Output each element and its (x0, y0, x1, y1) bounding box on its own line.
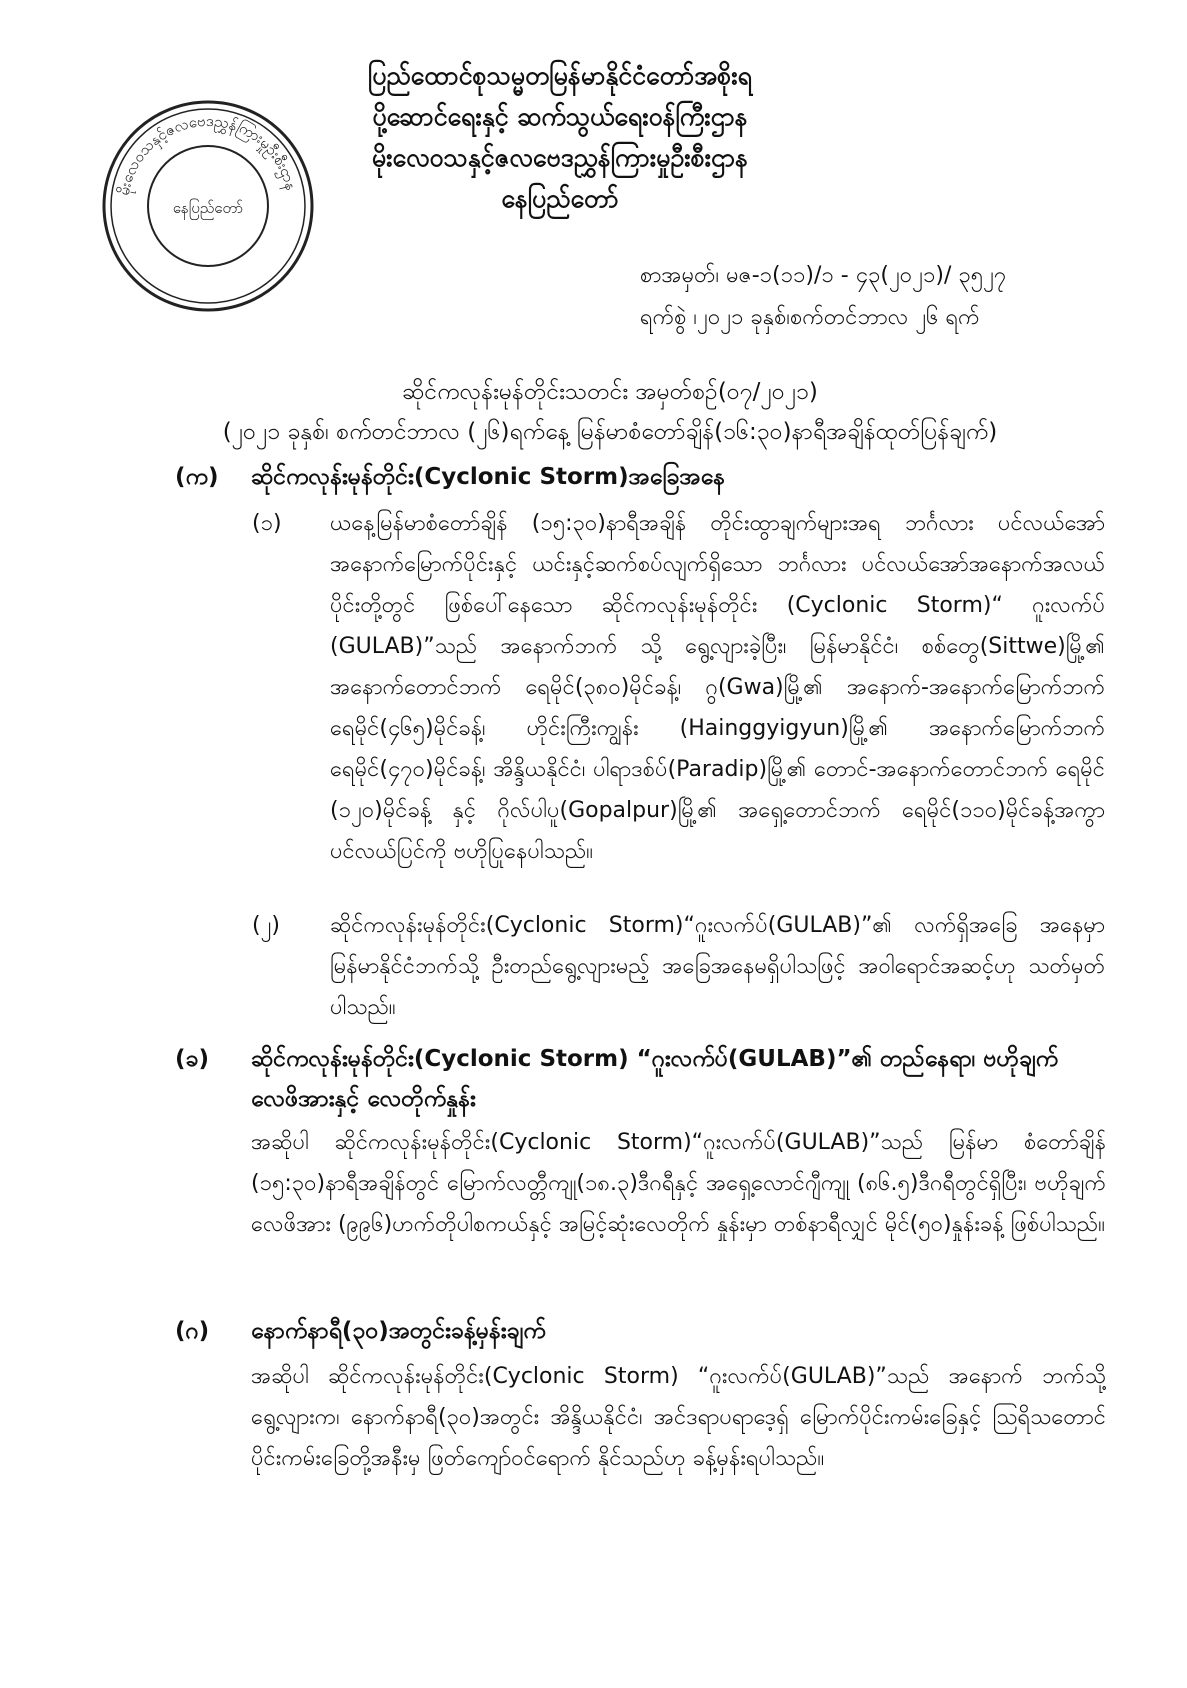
letter-reference (640, 255, 1160, 339)
item-a1-number: (၁) (252, 511, 282, 536)
bulletin-issue-time: (၂၀၂၁ ခုနှစ်၊ စက်တင်ဘာလ (၂၆)ရက်နေ့ မြန်မာစံတော်ချိန်(၁၆:၃၀)နာရီအချိန်ထုတ်ပြန်ချက်) (222, 419, 998, 445)
section-c-number: (ဂ) (175, 1318, 210, 1344)
bulletin-number: ဆိုင်ကလုန်းမုန်တိုင်းသတင်း အမှတ်စဉ်(၀၇/၂၀၂၁) (402, 379, 818, 405)
city-name: နေပြည်တော် (501, 184, 619, 213)
department-seal (98, 96, 318, 316)
item-a2-text: ဆိုင်ကလုန်းမုန်တိုင်း(Cyclonic Storm)“ဂူးလက်ပ်(GULAB)”၏ လက်ရှိအခြေ အနေမှာ မြန်မာနိုင်ငံဘက်သို့ ဦးတည်ရွေ့လျားမည့် အခြေအနေမရှိပါသဖြင့် အဝါရောင်အဆင့်ဟု သတ်မှတ်ပါသည်။ (330, 913, 1105, 1020)
department-name: မိုးလေဝသနှင့်ဇလဗေဒညွှန်ကြားမှုဦးစီးဌာန (371, 143, 749, 172)
seal-ring-text: မိုးလေဝသနှင့်ဇလဗေဒညွှန်ကြားမှုဦးစီးဌာန (114, 111, 301, 197)
letter-number: စာအမှတ်၊ မဇ-၁(၁၁)/၁ - ၄၃(၂၀၂၁)/ ၃၅၂၇ (640, 263, 1007, 288)
section-b-number: (ခ) (175, 1046, 209, 1072)
government-name: ပြည်ထောင်စုသမ္မတမြန်မာနိုင်ငံတော်အစိုးရ (368, 61, 752, 90)
section-b-text: အဆိုပါ ဆိုင်ကလုန်းမုန်တိုင်း(Cyclonic Storm)“ဂူးလက်ပ်(GULAB)”သည် မြန်မာ စံတော်ချိန် (၁၅:၃၀)နာရီအချိန်တွင် မြောက်လတ္တီကျု(၁၈.၃)ဒီဂရီနှင့် အရှေ့လောင်ဂျီကျု (၈၆.၅)ဒီဂရီတွင်ရှိပြီး၊ ဗဟိုချက်လေဖိအား (၉၉၆)ဟက်တိုပါစကယ်နှင့် အမြင့်ဆုံးလေတိုက် နှုန်းမှာ တစ်နာရီလျှင် မိုင်(၅၀)နှုန်းခန့် ဖြစ်ပါသည်။ (251, 1130, 1106, 1237)
section-a-number: (က) (175, 464, 219, 490)
section-b-title-line2: လေဖိအားနှင့် လေတိုက်နှုန်း (251, 1086, 476, 1112)
section-a-title: ဆိုင်ကလုန်းမုန်တိုင်း(Cyclonic Storm)အခြေအနေ (251, 464, 725, 490)
bulletin-title (110, 372, 1110, 452)
letter-date: ရက်စွဲ ၊၂၀၂၁ ခုနှစ်၊စက်တင်ဘာလ ၂၆ ရက် (640, 305, 980, 330)
item-a1-text: ယနေ့မြန်မာစံတော်ချိန် (၁၅:၃၀)နာရီအချိန် တိုင်းထွာချက်များအရ ဘင်္ဂလား ပင်လယ်အော်အနောက်မြောက်ပိုင်းနှင့် ယင်းနှင့်ဆက်စပ်လျက်ရှိသော ဘင်္ဂလား ပင်လယ်အော်အနောက်အလယ်ပိုင်းတို့တွင် ဖြစ်ပေါ်နေသော ဆိုင်ကလုန်းမုန်တိုင်း (Cyclonic Storm)“ ဂူးလက်ပ် (GULAB)”သည် အနောက်ဘက် သို့ ရွေ့လျားခဲ့ပြီး၊ မြန်မာနိုင်ငံ၊ စစ်တွေ(Sittwe)မြို့၏ အနောက်တောင်ဘက် ရေမိုင်(၃၈၀)မိုင်ခန့်၊ ဂွ(Gwa)မြို့၏ အနောက်-အနောက်မြောက်ဘက် ရေမိုင်(၄၆၅)မိုင်ခန့်၊ ဟိုင်းကြီးကျွန်း (Hainggyigyun)မြို့၏ အနောက်မြောက်ဘက် ရေမိုင်(၄၇၀)မိုင်ခန့်၊ အိန္ဒိယနိုင်ငံ၊ ပါရာဒစ်ပ်(Paradip)မြို့၏ တောင်-အနောက်တောင်ဘက် ရေမိုင် (၁၂၀)မိုင်ခန့် နှင့် ဂိုလ်ပါပူ(Gopalpur)မြို့၏ အရှေ့တောင်ဘက် ရေမိုင်(၁၁၀)မိုင်ခန့်အကွာ ပင်လယ်ပြင်ကို ဗဟိုပြုနေပါသည်။ (330, 511, 1105, 864)
section-b-title-line1: ဆိုင်ကလုန်းမုန်တိုင်း(Cyclonic Storm) “ဂူးလက်ပ်(GULAB)”၏ တည်နေရာ၊ ဗဟိုချက် (251, 1046, 1059, 1072)
ministry-name: ပို့ဆောင်ရေးနှင့် ဆက်သွယ်ရေးဝန်ကြီးဌာန (372, 102, 748, 131)
letterhead (300, 55, 820, 219)
item-a2-number: (၂) (252, 913, 280, 938)
section-c-text: အဆိုပါ ဆိုင်ကလုန်းမုန်တိုင်း(Cyclonic Storm) “ဂူးလက်ပ်(GULAB)”သည် အနောက် ဘက်သို့ ရွေ့လျားက၊ နောက်နာရီ(၃၀)အတွင်း အိန္ဒိယနိုင်ငံ၊ အင်ဒရာပရာဒေ့ရှ် မြောက်ပိုင်းကမ်းခြေနှင့် ဩရိသတောင်ပိုင်းကမ်းခြေတို့အနီးမှ ဖြတ်ကျော်ဝင်ရောက် နိုင်သည်ဟု ခန့်မှန်းရပါသည်။ (251, 1364, 1106, 1471)
seal-center-text: နေပြည်တော် (172, 199, 244, 217)
section-c-title: နောက်နာရီ(၃၀)အတွင်းခန့်မှန်းချက် (251, 1318, 546, 1344)
